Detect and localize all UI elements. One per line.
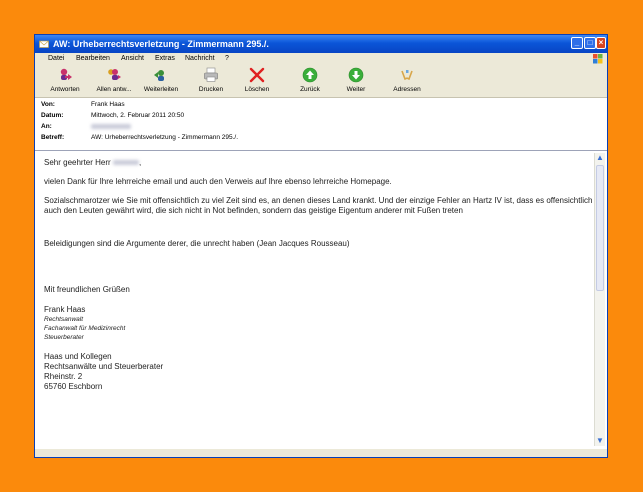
delete-icon	[249, 67, 265, 83]
greeting-line	[44, 158, 594, 168]
firm-name: Haas und Kollegen	[44, 352, 112, 361]
reply-button[interactable]	[43, 67, 87, 97]
email-window	[34, 34, 608, 458]
from-value[interactable]: Frank Haas	[91, 101, 125, 108]
address-book-label: Adressen	[393, 86, 421, 93]
reply-label: Antworten	[50, 86, 80, 93]
next-button[interactable]	[334, 67, 378, 97]
message-headers	[35, 98, 607, 150]
firm-description: Rechtsanwälte und Steuerberater	[44, 362, 164, 371]
menu-extras[interactable]: Extras	[155, 55, 175, 62]
subject-label: Betreff:	[41, 134, 65, 141]
firm-city: 65760 Eschborn	[44, 382, 103, 391]
date-label: Datum:	[41, 112, 64, 119]
toolbar	[35, 65, 607, 98]
signature-title-3: Steuerberater	[44, 334, 84, 341]
maximize-button[interactable]: □	[584, 37, 596, 49]
subject-value: AW: Urheberrechtsverletzung - Zimmermann 295./.	[91, 134, 239, 141]
reply-all-button[interactable]	[92, 67, 136, 97]
redacted-name	[113, 158, 142, 167]
signature-title-2: Fachanwalt für Medizinrecht	[44, 325, 126, 332]
signature-title-1: Rechtsanwalt	[44, 316, 84, 323]
menu-ansicht[interactable]: Ansicht	[121, 55, 144, 62]
redacted-recipient	[91, 124, 131, 129]
back-label: Zurück	[300, 86, 320, 93]
next-label: Weiter	[346, 86, 366, 93]
to-label: An:	[41, 123, 52, 130]
quote-line: Beleidigungen sind die Argumente derer, die unrecht haben (Jean Jacques Rousseau)	[44, 239, 350, 248]
print-button[interactable]	[189, 67, 233, 97]
from-label: Von:	[41, 101, 55, 108]
greeting-comma: ,	[138, 158, 142, 167]
closing-line: Mit freundlichen Grüßen	[44, 285, 130, 294]
address-book-icon	[399, 67, 415, 83]
delete-label: Löschen	[244, 86, 270, 93]
envelope-icon	[39, 39, 49, 49]
menu-bar	[35, 53, 607, 65]
message-text	[44, 158, 594, 392]
forward-button[interactable]	[139, 67, 183, 97]
to-value-redacted	[91, 122, 131, 132]
menu-datei[interactable]: Datei	[48, 55, 65, 62]
back-icon	[302, 67, 318, 83]
next-icon	[348, 67, 364, 83]
scroll-thumb[interactable]	[596, 165, 604, 291]
print-label: Drucken	[198, 86, 224, 93]
title-bar[interactable]	[35, 35, 607, 53]
reply-icon	[57, 67, 73, 83]
scroll-down-arrow-icon[interactable]: ▼	[596, 436, 604, 445]
window-title: AW: Urheberrechtsverletzung - Zimmermann 295./.	[53, 39, 269, 49]
reply-all-icon	[106, 67, 122, 83]
forward-label: Weiterleiten	[143, 86, 179, 93]
menu-nachricht[interactable]: Nachricht	[185, 55, 215, 62]
windows-logo-icon	[593, 54, 603, 64]
back-button[interactable]	[288, 67, 332, 97]
delete-button[interactable]	[235, 67, 279, 97]
forward-icon	[153, 67, 169, 83]
signature-name: Frank Haas	[44, 305, 86, 314]
minimize-button[interactable]: _	[571, 37, 583, 49]
address-book-button[interactable]	[385, 67, 429, 97]
greeting: Sehr geehrter Herr	[44, 158, 111, 167]
firm-street: Rheinstr. 2	[44, 372, 83, 381]
reply-all-label: Allen antw...	[96, 86, 132, 93]
message-body[interactable]	[35, 150, 607, 449]
vertical-scrollbar[interactable]	[594, 153, 605, 446]
date-value: Mittwoch, 2. Februar 2011 20:50	[91, 112, 185, 119]
close-button[interactable]: ×	[596, 37, 606, 49]
menu-bearbeiten[interactable]: Bearbeiten	[76, 55, 110, 62]
paragraph-thanks: vielen Dank für Ihre lehrreiche email und auch den Verweis auf Ihre ebenso lehrreiche Homepage.	[44, 177, 392, 186]
print-icon	[203, 67, 219, 83]
menu-help[interactable]: ?	[225, 55, 229, 62]
scroll-up-arrow-icon[interactable]: ▲	[596, 153, 604, 162]
status-bar	[35, 449, 607, 457]
paragraph-main: Sozialschmarotzer wie Sie mit offensichtlich zu viel Zeit sind es, an denen dieses Land krankt. Und der einzige Fehler an Hartz IV ist, dass es offensichtlich auch den Leuten gewährt wird, die sich nicht in Not befinden, sondern das geistige Eigentum anderer mit Fußen treten	[44, 196, 593, 215]
